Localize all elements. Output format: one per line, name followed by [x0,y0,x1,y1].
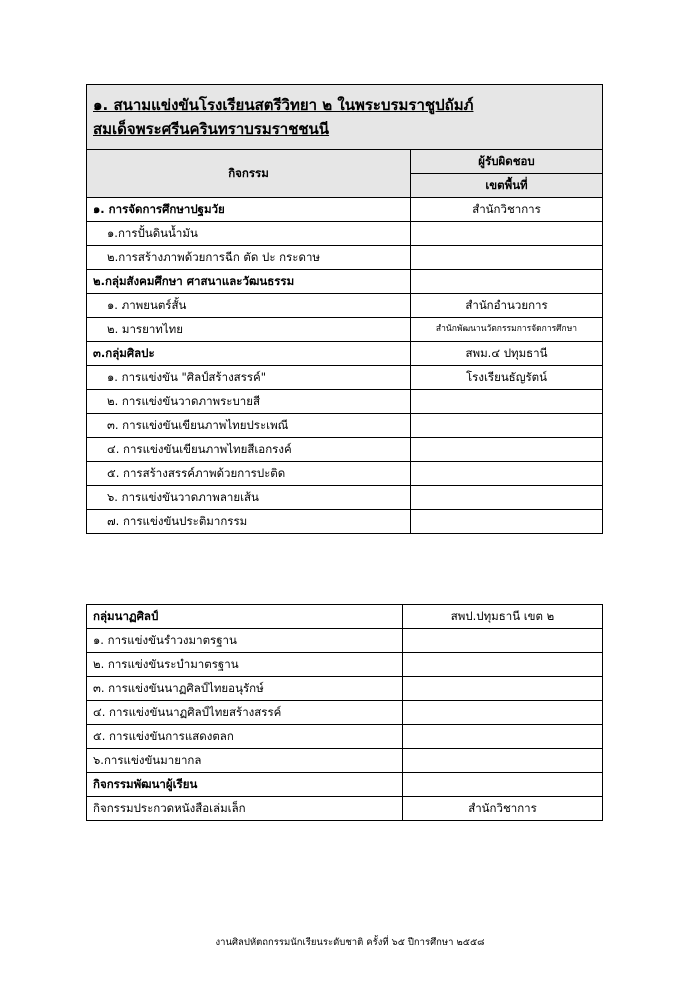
activity-cell: ๖.การแข่งขันมายากล [87,749,403,773]
responsible-cell: สพม.๔ ปทุมธานี [411,342,603,366]
table-row [87,725,603,749]
venue-title-line1: ๑. สนามแข่งขันโรงเรียนสตรีวิทยา ๒ ในพระบรมราชูปถัมภ์ [93,96,474,114]
table-row [87,438,603,462]
responsible-cell [411,246,603,270]
activity-cell: ๑.การปั้นดินน้ำมัน [87,222,411,246]
responsible-cell [411,270,603,294]
header-activity: กิจกรรม [87,150,411,198]
responsible-cell [403,677,603,701]
activity-cell: กลุ่มนาฏศิลป์ [87,605,403,629]
activity-cell: กิจกรรมพัฒนาผู้เรียน [87,773,403,797]
table-row [87,366,603,390]
activities-table-2 [86,604,603,821]
table-row [87,677,603,701]
responsible-cell: สำนักวิชาการ [411,198,603,222]
page-footer: งานศิลปหัตถกรรมนักเรียนระดับชาติ ครั้งที่ ๖๕ ปีการศึกษา ๒๕๕๘ [215,937,485,948]
table-row [87,749,603,773]
activity-cell: ๑. การแข่งขัน "ศิลป์สร้างสรรค์" [87,366,411,390]
activity-cell: ๒. มารยาทไทย [87,318,411,342]
table-row [87,701,603,725]
responsible-cell [411,462,603,486]
responsible-cell [403,725,603,749]
responsible-cell: สำนักวิชาการ [403,797,603,821]
responsible-cell [411,438,603,462]
activity-cell: ๑. ภาพยนตร์สั้น [87,294,411,318]
table-row [87,198,603,222]
table-row [87,390,603,414]
table-row [87,486,603,510]
responsible-cell [411,486,603,510]
responsible-cell [411,390,603,414]
table-row [87,462,603,486]
table-row [87,653,603,677]
responsible-cell [403,629,603,653]
table-row [87,414,603,438]
table-row [87,605,603,629]
table-row [87,510,603,534]
activity-cell: ๕. การแข่งขันการแสดงตลก [87,725,403,749]
responsible-cell [411,510,603,534]
table-row [87,318,603,342]
activity-cell: ๒.กลุ่มสังคมศึกษา ศาสนาและวัฒนธรรม [87,270,411,294]
activity-cell: ๔. การแข่งขันนาฏศิลป์ไทยสร้างสรรค์ [87,701,403,725]
responsible-cell [403,701,603,725]
activity-cell: ๑. การแข่งขันรำวงมาตรฐาน [87,629,403,653]
table-row [87,246,603,270]
activities-table-1 [86,84,603,534]
responsible-cell [411,222,603,246]
activity-cell: ๓. การแข่งขันนาฏศิลป์ไทยอนุรักษ์ [87,677,403,701]
header-responsible: ผู้รับผิดชอบ [411,150,603,174]
table-row [87,773,603,797]
table-row [87,342,603,366]
table-row [87,797,603,821]
activity-cell: กิจกรรมประกวดหนังสือเล่มเล็ก [87,797,403,821]
responsible-cell: โรงเรียนธัญรัตน์ [411,366,603,390]
activity-cell: ๔. การแข่งขันเขียนภาพไทยสีเอกรงค์ [87,438,411,462]
activity-cell: ๒. การแข่งขันระบำมาตรฐาน [87,653,403,677]
table-row [87,294,603,318]
activity-cell: ๓. การแข่งขันเขียนภาพไทยประเพณี [87,414,411,438]
responsible-cell: สำนักอำนวยการ [411,294,603,318]
activity-cell: ๒.การสร้างภาพด้วยการฉีก ตัด ปะ กระดาษ [87,246,411,270]
responsible-cell: สพป.ปทุมธานี เขต ๒ [403,605,603,629]
venue-title-line2: สมเด็จพระศรีนครินทราบรมราชชนนี [93,120,330,138]
responsible-cell [403,773,603,797]
activity-cell: ๖. การแข่งขันวาดภาพลายเส้น [87,486,411,510]
responsible-cell [403,749,603,773]
header-area: เขตพื้นที่ [411,174,603,198]
activity-cell: ๒. การแข่งขันวาดภาพระบายสี [87,390,411,414]
responsible-cell: สำนักพัฒนานวัตกรรมการจัดการศึกษา [411,318,603,342]
responsible-cell [403,653,603,677]
table-row [87,222,603,246]
table-row [87,270,603,294]
venue-title-cell [87,85,603,150]
activity-cell: ๕. การสร้างสรรค์ภาพด้วยการปะติด [87,462,411,486]
table-row [87,629,603,653]
responsible-cell [411,414,603,438]
activity-cell: ๗. การแข่งขันประติมากรรม [87,510,411,534]
activity-cell: ๑. การจัดการศึกษาปฐมวัย [87,198,411,222]
activity-cell: ๓.กลุ่มศิลปะ [87,342,411,366]
